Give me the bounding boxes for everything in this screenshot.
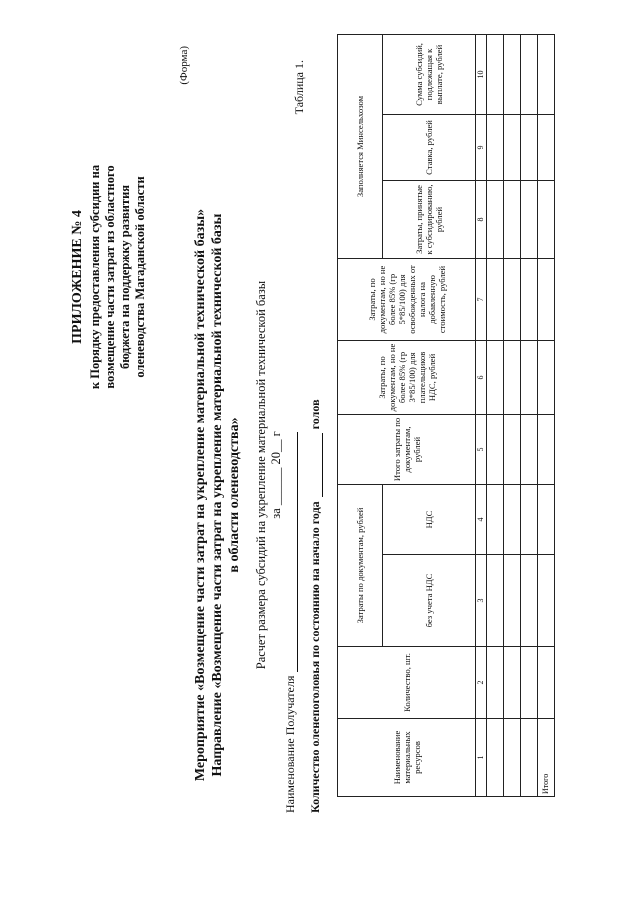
column-number-row (476, 34, 487, 796)
table-cell[interactable] (487, 555, 504, 647)
header-line: возмещение части затрат из областного (103, 165, 117, 389)
table-cell[interactable] (538, 258, 555, 340)
col-header-subsidy-sum: Сумма субсидий, подлежащая к выплате, рублей (383, 34, 476, 114)
table-row (504, 34, 521, 796)
table-cell[interactable] (521, 258, 538, 340)
col-header-qty: Количество, шт. (338, 647, 476, 719)
col-header-vat-payers: Затраты, по документам, но не более 85% (гр 3*85/100) для плательщиков НДС, рублей (338, 340, 476, 414)
table-cell[interactable] (504, 34, 521, 114)
calc-line: Расчет размера субсидий на укрепление материальной технической базы (254, 280, 268, 670)
table-cell[interactable] (487, 180, 504, 258)
table-cell[interactable] (538, 114, 555, 180)
header-line: оленеводства Магаданской области (133, 176, 147, 378)
table-cell[interactable] (521, 180, 538, 258)
title-line: Направление «Возмещение части затрат на укрепление материальной технической базы (210, 213, 225, 777)
table-cell[interactable] (487, 114, 504, 180)
col-number: 7 (476, 258, 487, 340)
header-line: бюджета на поддержку развития (118, 184, 132, 370)
col-number: 10 (476, 34, 487, 114)
calculation-heading (254, 225, 284, 725)
livestock-row (308, 399, 323, 813)
col-header-doc-costs: Затраты по документам, рублей (338, 484, 383, 646)
table-cell[interactable] (504, 258, 521, 340)
table-cell[interactable] (504, 647, 521, 719)
col-number: 9 (476, 114, 487, 180)
col-number: 6 (476, 340, 487, 414)
table-cell[interactable] (538, 180, 555, 258)
header-line: к Порядку предоставления субсидии на (88, 164, 102, 390)
table-row (487, 34, 504, 796)
table-cell[interactable] (487, 647, 504, 719)
subsidy-table (337, 34, 555, 797)
table-cell[interactable] (521, 414, 538, 484)
col-header-total: Итого затраты по документам, рублей (338, 414, 476, 484)
table-cell[interactable] (538, 34, 555, 114)
table-cell[interactable] (504, 180, 521, 258)
table-cell[interactable] (487, 414, 504, 484)
col-header-accepted: Затраты, принятые к субсидированию, рублей (383, 180, 476, 258)
col-header-vat: НДС (383, 484, 476, 554)
table-cell[interactable] (538, 484, 555, 554)
col-header-no-vat: без учета НДС (383, 555, 476, 647)
title-line: Мероприятие «Возмещение части затрат на укрепление материальной технической базы» (193, 208, 208, 782)
total-label: Итого (538, 719, 555, 797)
col-header-ministry: Заполняется Минсельхозом (338, 34, 383, 258)
appendix-number: ПРИЛОЖЕНИЕ № 4 (70, 210, 85, 344)
table-cell[interactable] (521, 647, 538, 719)
recipient-blank-line (285, 432, 298, 672)
livestock-label: Количество оленепоголовья по состоянию на начало года (308, 501, 322, 813)
table-cell[interactable] (504, 555, 521, 647)
table-cell[interactable] (521, 484, 538, 554)
livestock-blank-line (310, 433, 323, 497)
table-cell[interactable] (504, 114, 521, 180)
table-cell[interactable] (538, 340, 555, 414)
table-cell[interactable] (538, 414, 555, 484)
recipient-label: Наименование Получателя (283, 675, 297, 813)
table-label: Таблица 1. (292, 60, 306, 115)
col-header-name: Наименование материальных ресурсов (338, 719, 476, 797)
col-header-rate: Ставка, рублей (383, 114, 476, 180)
col-number: 8 (476, 180, 487, 258)
table-cell[interactable] (521, 114, 538, 180)
col-number: 2 (476, 647, 487, 719)
table-cell[interactable] (504, 719, 521, 797)
table-cell[interactable] (504, 484, 521, 554)
col-header-vat-exempt: Затраты, по документам, но не более 85% (гр 5*85/100) для освобожденных от налога на добавленную стоимость, рублей (338, 258, 476, 340)
table-cell[interactable] (521, 34, 538, 114)
table-cell[interactable] (504, 414, 521, 484)
calc-period: за ______ 20__ г (269, 431, 283, 519)
form-label: (Форма) (178, 46, 190, 85)
table-cell[interactable] (487, 719, 504, 797)
col-number: 1 (476, 719, 487, 797)
appendix-header (70, 42, 148, 512)
table-cell[interactable] (487, 34, 504, 114)
col-number: 3 (476, 555, 487, 647)
title-line: в области оленеводства» (227, 417, 242, 573)
table-cell[interactable] (538, 647, 555, 719)
table-cell[interactable] (521, 555, 538, 647)
recipient-row (283, 432, 298, 813)
livestock-unit: голов (308, 399, 322, 430)
document-title (192, 145, 243, 845)
table-cell[interactable] (521, 340, 538, 414)
table-cell[interactable] (538, 555, 555, 647)
table-cell[interactable] (487, 484, 504, 554)
table-cell[interactable] (521, 719, 538, 797)
table-cell[interactable] (487, 340, 504, 414)
col-number: 5 (476, 414, 487, 484)
table-cell[interactable] (487, 258, 504, 340)
total-row (538, 34, 555, 796)
table-cell[interactable] (504, 340, 521, 414)
table-row (521, 34, 538, 796)
col-number: 4 (476, 484, 487, 554)
